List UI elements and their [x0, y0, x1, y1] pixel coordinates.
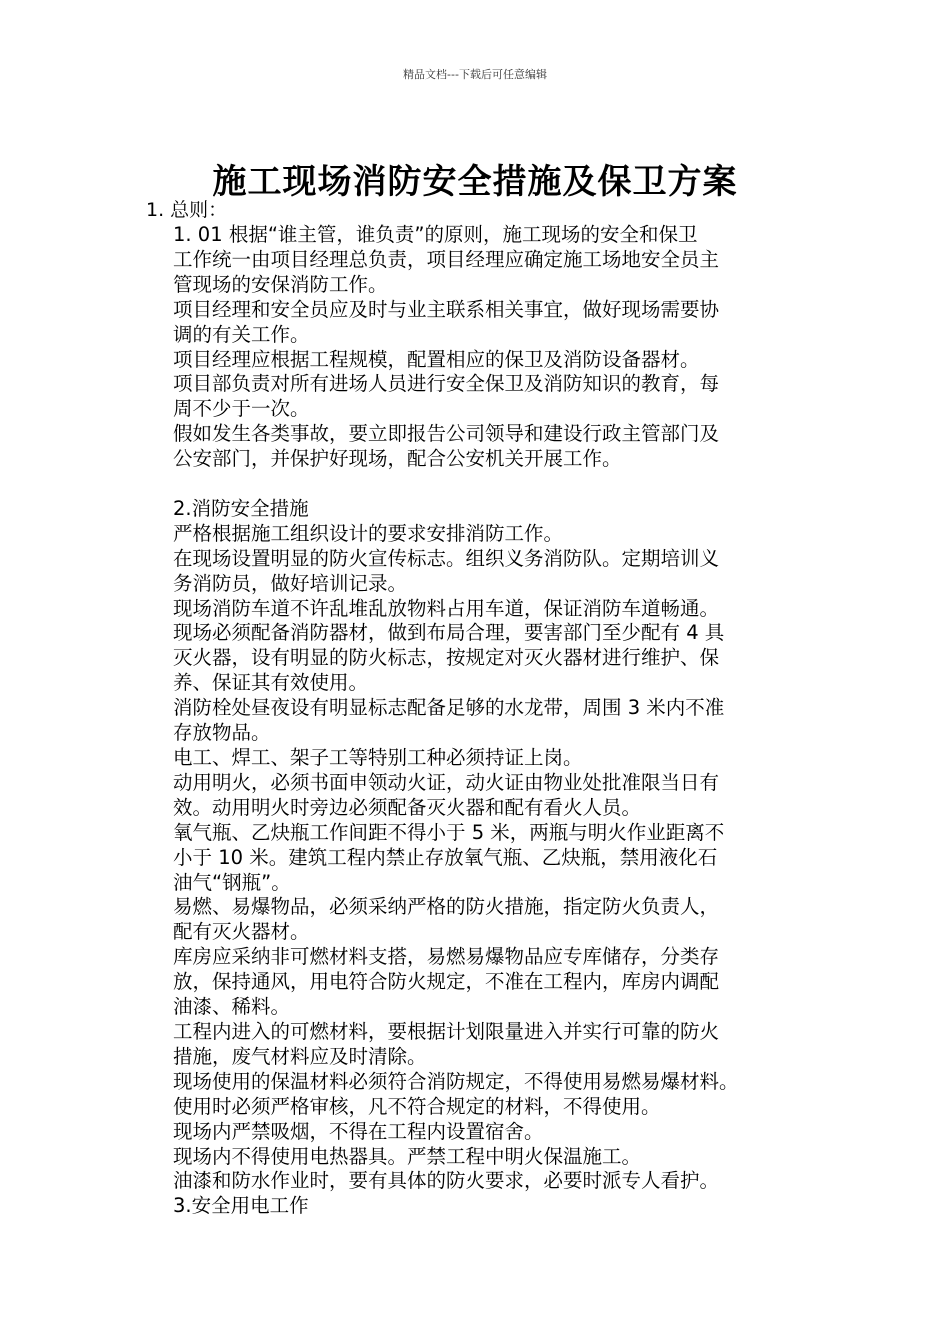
section-2-heading: 2.消防安全措施: [173, 496, 309, 520]
paragraph-line: 项目经理和安全员应及时与业主联系相关事宜，做好现场需要协: [173, 297, 720, 321]
paragraph-line: 周不少于一次。: [173, 397, 310, 421]
paragraph-line: 在现场设置明显的防火宣传标志。组织义务消防队。定期培训义: [173, 546, 720, 570]
paragraph-line: 油漆和防水作业时，要有具体的防火要求，必要时派专人看护。: [173, 1169, 720, 1193]
paragraph-line: 工作统一由项目经理总负责，项目经理应确定施工场地安全员主: [173, 247, 720, 271]
paragraph-line: 现场内不得使用电热器具。严禁工程中明火保温施工。: [173, 1144, 642, 1168]
paragraph-line: 养、保证其有效使用。: [173, 671, 369, 695]
paragraph-line: 放，保持通风，用电符合防火规定，不准在工程内，库房内调配: [173, 970, 720, 994]
paragraph-line: 调的有关工作。: [173, 322, 310, 346]
section-3-heading: 3.安全用电工作: [173, 1194, 309, 1218]
paragraph-line: 现场使用的保温材料必须符合消防规定，不得使用易燃易爆材料。: [173, 1069, 739, 1093]
paragraph-line: 现场必须配备消防器材，做到布局合理，要害部门至少配有 4 具: [173, 621, 725, 645]
paragraph-line: 务消防员，做好培训记录。: [173, 571, 408, 595]
paragraph-line: 1. 01 根据“谁主管，谁负责”的原则，施工现场的安全和保卫: [173, 223, 698, 246]
paragraph-line: 灭火器，设有明显的防火标志，按规定对灭火器材进行维护、保: [173, 646, 720, 670]
document-title: 施工现场消防安全措施及保卫方案: [212, 162, 738, 202]
paragraph-line: 公安部门，并保护好现场，配合公安机关开展工作。: [173, 447, 622, 471]
paragraph-line: 油气“钢瓶”。: [173, 870, 291, 894]
paragraph-line: 小于 10 米。建筑工程内禁止存放氧气瓶、乙炔瓶，禁用液化石: [173, 845, 718, 869]
paragraph-line: 易燃、易爆物品，必须采纳严格的防火措施，指定防火负责人，: [173, 895, 720, 919]
paragraph-line: 现场内严禁吸烟，不得在工程内设置宿舍。: [173, 1119, 544, 1143]
paragraph-line: 氧气瓶、乙炔瓶工作间距不得小于 5 米，两瓶与明火作业距离不: [173, 820, 725, 844]
paragraph-line: 消防栓处昼夜设有明显标志配备足够的水龙带，周围 3 米内不准: [173, 696, 725, 720]
section-1-heading: 1. 总则：: [146, 199, 228, 221]
paragraph-line: 库房应采纳非可燃材料支搭，易燃易爆物品应专库储存，分类存: [173, 945, 720, 969]
paragraph-line: 项目经理应根据工程规模，配置相应的保卫及消防设备器材。: [173, 347, 700, 371]
paragraph-line: 措施，废气材料应及时清除。: [173, 1044, 427, 1068]
paragraph-line: 假如发生各类事故，要立即报告公司领导和建设行政主管部门及: [173, 422, 720, 446]
paragraph-line: 存放物品。: [173, 721, 271, 745]
paragraph-line: 管现场的安保消防工作。: [173, 272, 388, 296]
paragraph-line: 效。动用明火时旁边必须配备灭火器和配有看火人员。: [173, 795, 642, 819]
blank-line: [173, 472, 823, 497]
document-body: [173, 223, 823, 1219]
page-header: 精品文档---下载后可任意编辑: [403, 68, 547, 81]
paragraph-line: 配有灭火器材。: [173, 920, 310, 944]
paragraph-line: 动用明火，必须书面申领动火证，动火证由物业处批准限当日有: [173, 770, 720, 794]
paragraph-line: 严格根据施工组织设计的要求安排消防工作。: [173, 521, 564, 545]
paragraph-line: 工程内进入的可燃材料，要根据计划限量进入并实行可靠的防火: [173, 1019, 720, 1043]
paragraph-line: 项目部负责对所有进场人员进行安全保卫及消防知识的教育，每: [173, 372, 720, 396]
paragraph-line: 使用时必须严格审核，凡不符合规定的材料，不得使用。: [173, 1094, 661, 1118]
paragraph-line: 现场消防车道不许乱堆乱放物料占用车道，保证消防车道畅通。: [173, 596, 720, 620]
paragraph-line: 油漆、稀料。: [173, 995, 291, 1019]
paragraph-line: 电工、焊工、架子工等特别工种必须持证上岗。: [173, 746, 583, 770]
